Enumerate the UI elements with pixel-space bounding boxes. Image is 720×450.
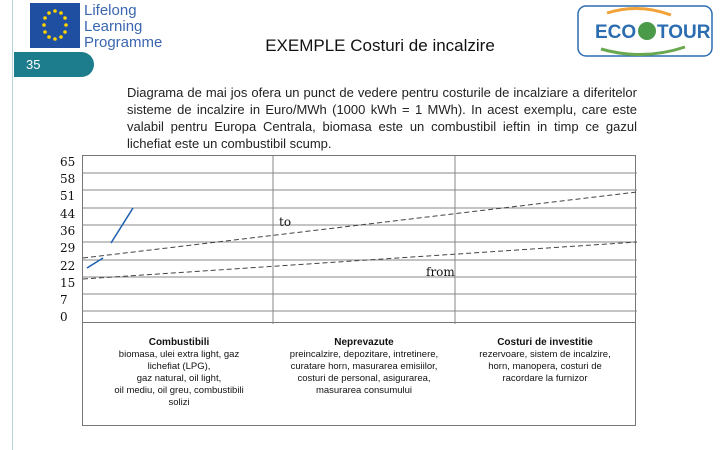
svg-text:TOUR: TOUR — [657, 22, 711, 43]
slide-number: 35 — [14, 52, 94, 77]
chart-area — [82, 155, 636, 323]
lifelong-learning-text: Lifelong Learning Programme — [84, 2, 163, 51]
column-fuels — [97, 337, 261, 409]
column-line: curatare horn, masurarea emisiilor, — [290, 361, 438, 372]
column-line: preincalzire, depozitare, intretinere, — [289, 349, 439, 360]
upper-line-label: to — [279, 215, 292, 229]
column-line: racordare la furnizor — [502, 373, 588, 384]
y-tick-label: 15 — [60, 276, 76, 290]
y-tick-label: 65 — [60, 155, 76, 169]
column-line: costuri de personal, asigurarea, — [297, 373, 431, 384]
svg-text:ECO: ECO — [595, 22, 637, 43]
column-line: oil mediu, oil greu, combustibili — [114, 385, 244, 396]
cost-categories — [82, 323, 636, 426]
column-line: solizi — [168, 397, 190, 408]
lower-line-label: from — [426, 265, 455, 279]
y-tick-label: 51 — [60, 189, 76, 203]
ecotour-logo — [577, 5, 713, 57]
column-unforeseen — [279, 337, 449, 397]
left-rail — [12, 0, 13, 450]
chart-svg — [83, 156, 637, 324]
y-tick-label: 44 — [60, 207, 76, 221]
column-line: horn, manopera, costuri de — [488, 361, 602, 372]
column-heading: Neprevazute — [334, 337, 394, 348]
column-heading: Costuri de investitie — [497, 337, 593, 348]
page-title: EXEMPLE Costuri de incalzire — [265, 36, 495, 55]
column-line: rezervoare, sistem de incalzire, — [479, 349, 611, 360]
column-heading: Combustibili — [148, 337, 210, 348]
column-line: biomasa, ulei extra light, gaz — [118, 349, 240, 360]
column-line: masurarea consumului — [315, 385, 413, 396]
y-tick-label: 36 — [60, 224, 76, 238]
lifelong-learning-logo — [30, 3, 180, 55]
y-tick-label: 7 — [60, 293, 68, 307]
y-tick-label: 29 — [60, 241, 76, 255]
column-line: lichefiat (LPG), — [147, 361, 211, 372]
intro-paragraph: Diagrama de mai jos ofera un punct de vedere pentru costurile de incalziare a diferitelor sisteme de incalzire in Euro/MWh (1000 kWh = 1 MWh). In acest exemplu, care este valabil pentru Europa Centrala, biomasa este un combustibil ieftin in timp ce gazul lichefiat este un combustibil scump. — [127, 85, 637, 151]
y-tick-label: 22 — [60, 259, 76, 273]
y-tick-label: 0 — [60, 310, 68, 324]
y-tick-label: 58 — [60, 172, 76, 186]
eu-flag-icon — [30, 3, 80, 48]
column-line: gaz natural, oil light, — [136, 373, 222, 384]
column-investment — [463, 337, 627, 385]
